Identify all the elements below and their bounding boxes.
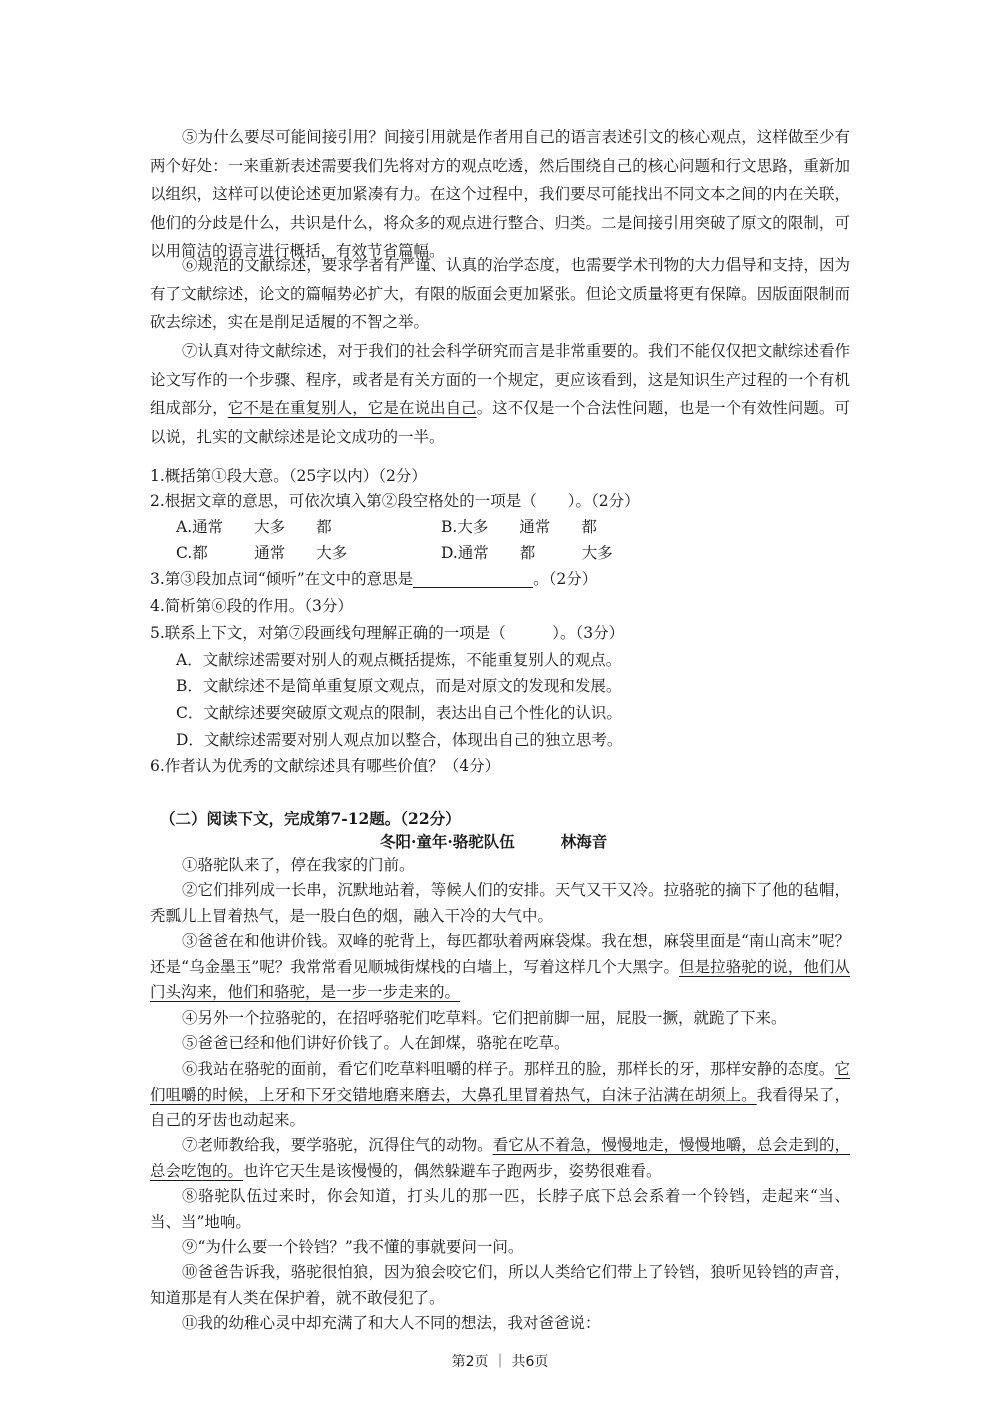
story-paragraph-6-text-b: 我看得呆了，自己的牙齿也动起来。 [150, 1085, 850, 1129]
story-paragraph-7 [150, 1133, 850, 1184]
paragraph-7-text-b: 。这不仅是一个合法性问题，也是一个有效性问题。可以说，扎实的文献综述是论文成功的一半。 [150, 399, 850, 446]
story-paragraph-7-text-a: ⑦老师教给我，要学骆驼，沉得住气的动物。 [182, 1136, 493, 1154]
story-paragraph-5: ⑤爸爸已经和他们讲好价钱了。人在卸煤，骆驼在吃草。 [182, 1034, 570, 1052]
article-title-line [380, 830, 607, 854]
article-title: 冬阳·童年·骆驼队伍 [380, 832, 515, 851]
story-paragraph-10: ⑩爸爸告诉我，骆驼很怕狼，因为狼会咬它们，所以人类给它们带上了铃铛，狼听见铃铛的声音，知道那是有人类在保护着，就不敢侵犯了。 [150, 1263, 850, 1307]
story-paragraph-7-text-b: 也许它天生是该慢慢的，偶然躲避车子跑两步，姿势很难看。 [243, 1161, 662, 1180]
section-2-heading: （二）阅读下文，完成第7-12题。（22分） [160, 809, 461, 828]
story-paragraph-6 [150, 1057, 850, 1134]
question-3 [150, 567, 850, 593]
story-paragraph-7-underlined: 看它从不着急，慢慢地走，慢慢地嚼，总会走到的，总会吃饱的。 [150, 1136, 850, 1180]
paragraph-7 [150, 337, 850, 451]
question-3-text: 3.第③段加点词“倾听”在文中的意思是 [150, 570, 414, 588]
paragraph-5: ⑤为什么要尽可能间接引用？间接引用就是作者用自己的语言表述引文的核心观点，这样做至少有两个好处：一来重新表述需要我们先将对方的观点吃透，然后围绕自己的核心问题和行文思路，重新加以组织，这样可以使论述更加紧凑有力。在这个过程中，我们要尽可能找出不同文本之间的内在关联，他们的分歧是什么，共识是什么，将众多的观点进行整合、归类。二是间接引用突破了原文的限制，可以用简洁的语言进行概括，有效节省篇幅。 [150, 128, 850, 260]
story-paragraph-3-text: ③爸爸在和他讲价钱。双峰的驼背上，每匹都驮着两麻袋煤。我在想，麻袋里面是“南山高末”呢？还是“乌金墨玉”呢？我常常看见顺城街煤栈的白墙上，写着这样几个大黑字。 [150, 932, 850, 976]
story-paragraph-6-text-a: ⑥我站在骆驼的面前，看它们吃草料咀嚼的样子。那样丑的脸，那样长的牙，那样安静的态度。 [182, 1060, 835, 1078]
question-5-option-c: C．文献综述要突破原文观点的限制，表达出自己个性化的认识。 [176, 704, 622, 722]
question-2-option-c: C.都 通常 大多 [176, 544, 348, 562]
question-6: 6.作者认为优秀的文献综述具有哪些价值？（4分） [150, 757, 501, 775]
question-1: 1.概括第①段大意。（25字以内）（2分） [150, 467, 427, 485]
answer-blank [413, 569, 533, 588]
question-4: 4.简析第⑥段的作用。（3分） [150, 597, 353, 615]
story-paragraph-2: ②它们排列成一长串，沉默地站着，等候人们的安排。天气又干又冷。拉骆驼的摘下了他的毡帽，秃瓢儿上冒着热气，是一股白色的烟，融入干冷的大气中。 [150, 881, 850, 925]
story-paragraph-4: ④另外一个拉骆驼的，在招呼骆驼们吃草料。它们把前脚一屈，屁股一撅，就跪了下来。 [182, 1009, 787, 1027]
question-5: 5.联系上下文，对第⑦段画线句理解正确的一项是（ ）。（3分） [150, 624, 625, 642]
article-author: 林海音 [560, 832, 608, 851]
question-3-points: 。（2分） [533, 570, 598, 588]
story-paragraph-11: ⑪我的幼稚心灵中却充满了和大人不同的想法，我对爸爸说： [182, 1314, 601, 1332]
question-2-option-d: D.通常 都 大多 [441, 544, 613, 562]
question-5-option-b: B．文献综述不是简单重复原文观点，而是对原文的发现和发展。 [176, 677, 622, 695]
paragraph-7-text-a: ⑦认真对待文献综述，对于我们的社会科学研究而言是非常重要的。我们不能仅仅把文献综述看作论文写作的一个步骤、程序，或者是有关方面的一个规定，更应该看到，这是知识生产过程的一个有机组成部分， [150, 342, 850, 417]
story-paragraph-3-underlined: 但是拉骆驼的说，他们从门头沟来，他们和骆驼，是一步一步走来的。 [150, 957, 850, 1001]
question-2-option-b: B.大多 通常 都 [441, 518, 597, 536]
page-footer: 第2页 ｜ 共6页 [451, 1354, 549, 1370]
question-5-option-a: A．文献综述需要对别人的观点概括提炼，不能重复别人的观点。 [176, 651, 622, 669]
paragraph-7-underlined-sentence: 它不是在重复别人，它是在说出自己 [227, 399, 477, 417]
question-5-option-d: D．文献综述需要对别人观点加以整合，体现出自己的独立思考。 [176, 731, 623, 749]
story-paragraph-8: ⑧骆驼队伍过来时，你会知道，打头儿的那一匹，长脖子底下总会系着一个铃铛，走起来“当、当、当”地响。 [150, 1187, 850, 1231]
question-2-option-a: A.通常 大多 都 [176, 518, 332, 536]
story-paragraph-9: ⑨“为什么要一个铃铛？”我不懂的事就要问一问。 [182, 1238, 524, 1256]
story-paragraph-6-underlined: 它们咀嚼的时候，上牙和下牙交错地磨来磨去，大鼻孔里冒着热气，白沫子沾满在胡须上。 [150, 1060, 850, 1104]
story-paragraph-1: ①骆驼队来了，停在我家的门前。 [182, 856, 415, 874]
question-2: 2.根据文章的意思，可依次填入第②段空格处的一项是（ ）。（2分） [150, 492, 640, 510]
story-paragraph-3 [150, 929, 850, 1006]
paragraph-6: ⑥规范的文献综述，要求学者有严谨、认真的治学态度，也需要学术刊物的大力倡导和支持，因为有了文献综述，论文的篇幅势必扩大，有限的版面会更加紧张。但论文质量将更有保障。因版面限制而砍去综述，实在是削足适履的不智之举。 [150, 256, 850, 331]
